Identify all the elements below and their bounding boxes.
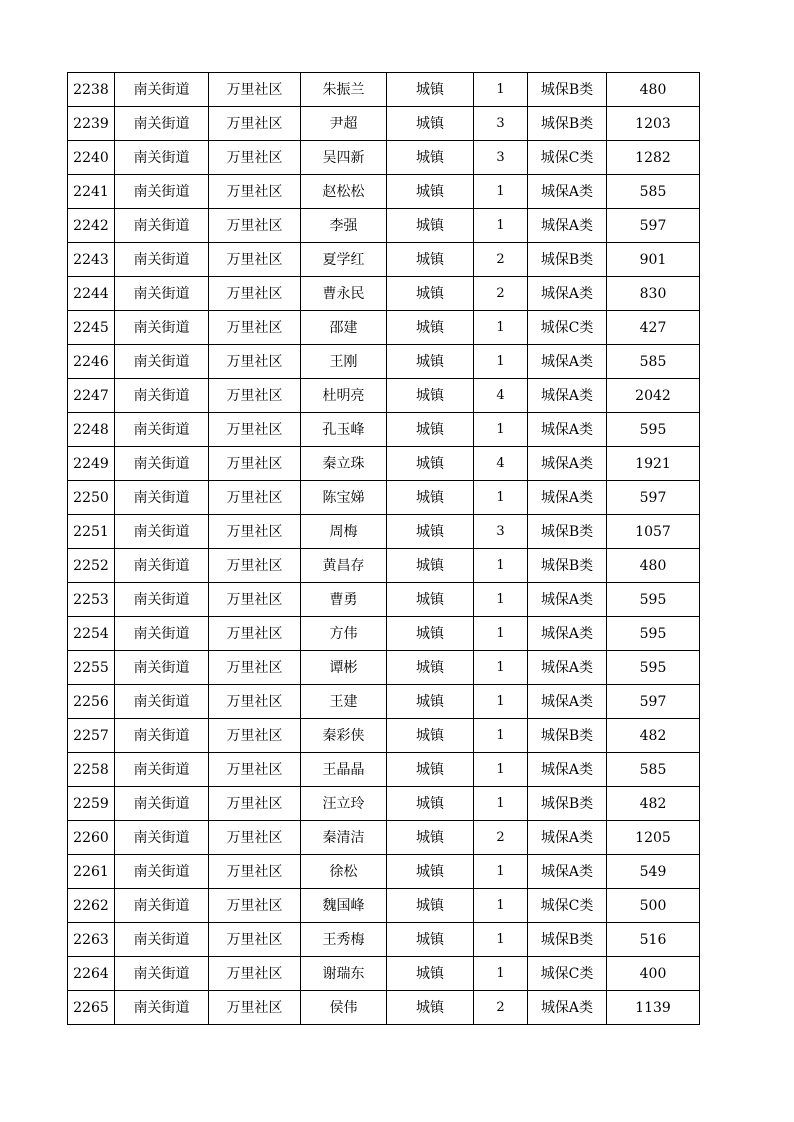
roster-table xyxy=(67,72,700,1025)
amount-cell: 595 xyxy=(607,651,700,685)
community-cell: 万里社区 xyxy=(209,821,301,855)
category-cell: 城保A类 xyxy=(528,277,607,311)
household-count-cell: 1 xyxy=(474,345,528,379)
table-row xyxy=(68,889,700,923)
amount-cell: 1282 xyxy=(607,141,700,175)
category-cell: 城保A类 xyxy=(528,583,607,617)
amount-cell: 595 xyxy=(607,617,700,651)
community-cell: 万里社区 xyxy=(209,345,301,379)
area-type-cell: 城镇 xyxy=(387,651,474,685)
amount-cell: 516 xyxy=(607,923,700,957)
category-cell: 城保A类 xyxy=(528,413,607,447)
category-cell: 城保A类 xyxy=(528,821,607,855)
amount-cell: 1057 xyxy=(607,515,700,549)
amount-cell: 901 xyxy=(607,243,700,277)
amount-cell: 1921 xyxy=(607,447,700,481)
community-cell: 万里社区 xyxy=(209,413,301,447)
community-cell: 万里社区 xyxy=(209,719,301,753)
amount-cell: 1205 xyxy=(607,821,700,855)
amount-cell: 549 xyxy=(607,855,700,889)
street-cell: 南关街道 xyxy=(115,651,209,685)
household-count-cell: 2 xyxy=(474,821,528,855)
household-count-cell: 2 xyxy=(474,243,528,277)
amount-cell: 400 xyxy=(607,957,700,991)
row-number-cell: 2265 xyxy=(68,991,115,1025)
area-type-cell: 城镇 xyxy=(387,617,474,651)
category-cell: 城保A类 xyxy=(528,379,607,413)
community-cell: 万里社区 xyxy=(209,685,301,719)
area-type-cell: 城镇 xyxy=(387,481,474,515)
row-number-cell: 2255 xyxy=(68,651,115,685)
name-cell: 曹勇 xyxy=(301,583,387,617)
street-cell: 南关街道 xyxy=(115,787,209,821)
area-type-cell: 城镇 xyxy=(387,209,474,243)
row-number-cell: 2257 xyxy=(68,719,115,753)
amount-cell: 427 xyxy=(607,311,700,345)
category-cell: 城保A类 xyxy=(528,685,607,719)
table-row xyxy=(68,277,700,311)
community-cell: 万里社区 xyxy=(209,311,301,345)
street-cell: 南关街道 xyxy=(115,889,209,923)
name-cell: 赵松松 xyxy=(301,175,387,209)
amount-cell: 1203 xyxy=(607,107,700,141)
street-cell: 南关街道 xyxy=(115,957,209,991)
table-row xyxy=(68,107,700,141)
street-cell: 南关街道 xyxy=(115,719,209,753)
category-cell: 城保C类 xyxy=(528,957,607,991)
table-row xyxy=(68,923,700,957)
community-cell: 万里社区 xyxy=(209,481,301,515)
community-cell: 万里社区 xyxy=(209,787,301,821)
household-count-cell: 4 xyxy=(474,379,528,413)
row-number-cell: 2241 xyxy=(68,175,115,209)
row-number-cell: 2248 xyxy=(68,413,115,447)
area-type-cell: 城镇 xyxy=(387,583,474,617)
name-cell: 秦清洁 xyxy=(301,821,387,855)
category-cell: 城保B类 xyxy=(528,107,607,141)
street-cell: 南关街道 xyxy=(115,583,209,617)
table-body xyxy=(68,73,700,1025)
row-number-cell: 2246 xyxy=(68,345,115,379)
area-type-cell: 城镇 xyxy=(387,889,474,923)
household-count-cell: 1 xyxy=(474,481,528,515)
street-cell: 南关街道 xyxy=(115,617,209,651)
name-cell: 陈宝娣 xyxy=(301,481,387,515)
category-cell: 城保A类 xyxy=(528,617,607,651)
community-cell: 万里社区 xyxy=(209,991,301,1025)
street-cell: 南关街道 xyxy=(115,923,209,957)
street-cell: 南关街道 xyxy=(115,515,209,549)
name-cell: 夏学红 xyxy=(301,243,387,277)
household-count-cell: 1 xyxy=(474,855,528,889)
household-count-cell: 1 xyxy=(474,617,528,651)
household-count-cell: 1 xyxy=(474,175,528,209)
category-cell: 城保A类 xyxy=(528,209,607,243)
amount-cell: 597 xyxy=(607,481,700,515)
household-count-cell: 1 xyxy=(474,209,528,243)
amount-cell: 597 xyxy=(607,685,700,719)
name-cell: 王刚 xyxy=(301,345,387,379)
area-type-cell: 城镇 xyxy=(387,413,474,447)
area-type-cell: 城镇 xyxy=(387,991,474,1025)
table-row xyxy=(68,583,700,617)
street-cell: 南关街道 xyxy=(115,821,209,855)
street-cell: 南关街道 xyxy=(115,447,209,481)
area-type-cell: 城镇 xyxy=(387,515,474,549)
category-cell: 城保B类 xyxy=(528,549,607,583)
row-number-cell: 2253 xyxy=(68,583,115,617)
street-cell: 南关街道 xyxy=(115,549,209,583)
table-row xyxy=(68,855,700,889)
category-cell: 城保B类 xyxy=(528,787,607,821)
area-type-cell: 城镇 xyxy=(387,821,474,855)
amount-cell: 1139 xyxy=(607,991,700,1025)
community-cell: 万里社区 xyxy=(209,889,301,923)
category-cell: 城保A类 xyxy=(528,651,607,685)
row-number-cell: 2242 xyxy=(68,209,115,243)
community-cell: 万里社区 xyxy=(209,583,301,617)
street-cell: 南关街道 xyxy=(115,855,209,889)
name-cell: 吴四新 xyxy=(301,141,387,175)
amount-cell: 482 xyxy=(607,719,700,753)
row-number-cell: 2256 xyxy=(68,685,115,719)
street-cell: 南关街道 xyxy=(115,209,209,243)
category-cell: 城保C类 xyxy=(528,889,607,923)
area-type-cell: 城镇 xyxy=(387,379,474,413)
community-cell: 万里社区 xyxy=(209,923,301,957)
name-cell: 周梅 xyxy=(301,515,387,549)
household-count-cell: 1 xyxy=(474,651,528,685)
category-cell: 城保B类 xyxy=(528,243,607,277)
area-type-cell: 城镇 xyxy=(387,311,474,345)
table-row xyxy=(68,73,700,107)
amount-cell: 597 xyxy=(607,209,700,243)
street-cell: 南关街道 xyxy=(115,175,209,209)
category-cell: 城保C类 xyxy=(528,141,607,175)
table-row xyxy=(68,447,700,481)
community-cell: 万里社区 xyxy=(209,549,301,583)
category-cell: 城保A类 xyxy=(528,447,607,481)
household-count-cell: 1 xyxy=(474,311,528,345)
area-type-cell: 城镇 xyxy=(387,175,474,209)
table-row xyxy=(68,617,700,651)
name-cell: 王秀梅 xyxy=(301,923,387,957)
community-cell: 万里社区 xyxy=(209,73,301,107)
name-cell: 邵建 xyxy=(301,311,387,345)
community-cell: 万里社区 xyxy=(209,209,301,243)
household-count-cell: 1 xyxy=(474,73,528,107)
street-cell: 南关街道 xyxy=(115,481,209,515)
category-cell: 城保A类 xyxy=(528,991,607,1025)
row-number-cell: 2240 xyxy=(68,141,115,175)
household-count-cell: 3 xyxy=(474,515,528,549)
household-count-cell: 1 xyxy=(474,583,528,617)
row-number-cell: 2252 xyxy=(68,549,115,583)
name-cell: 王建 xyxy=(301,685,387,719)
community-cell: 万里社区 xyxy=(209,957,301,991)
name-cell: 徐松 xyxy=(301,855,387,889)
area-type-cell: 城镇 xyxy=(387,549,474,583)
street-cell: 南关街道 xyxy=(115,379,209,413)
row-number-cell: 2243 xyxy=(68,243,115,277)
table-row xyxy=(68,209,700,243)
community-cell: 万里社区 xyxy=(209,753,301,787)
community-cell: 万里社区 xyxy=(209,651,301,685)
household-count-cell: 1 xyxy=(474,889,528,923)
street-cell: 南关街道 xyxy=(115,243,209,277)
street-cell: 南关街道 xyxy=(115,413,209,447)
household-count-cell: 1 xyxy=(474,685,528,719)
area-type-cell: 城镇 xyxy=(387,243,474,277)
category-cell: 城保B类 xyxy=(528,73,607,107)
row-number-cell: 2262 xyxy=(68,889,115,923)
street-cell: 南关街道 xyxy=(115,991,209,1025)
row-number-cell: 2244 xyxy=(68,277,115,311)
community-cell: 万里社区 xyxy=(209,243,301,277)
area-type-cell: 城镇 xyxy=(387,685,474,719)
table-row xyxy=(68,311,700,345)
street-cell: 南关街道 xyxy=(115,107,209,141)
row-number-cell: 2238 xyxy=(68,73,115,107)
table-row xyxy=(68,821,700,855)
household-count-cell: 3 xyxy=(474,107,528,141)
community-cell: 万里社区 xyxy=(209,379,301,413)
name-cell: 魏国峰 xyxy=(301,889,387,923)
row-number-cell: 2261 xyxy=(68,855,115,889)
street-cell: 南关街道 xyxy=(115,311,209,345)
table-row xyxy=(68,685,700,719)
household-count-cell: 1 xyxy=(474,549,528,583)
table-row xyxy=(68,141,700,175)
household-count-cell: 1 xyxy=(474,753,528,787)
name-cell: 汪立玲 xyxy=(301,787,387,821)
household-count-cell: 1 xyxy=(474,787,528,821)
table-row xyxy=(68,957,700,991)
amount-cell: 595 xyxy=(607,413,700,447)
row-number-cell: 2254 xyxy=(68,617,115,651)
household-count-cell: 1 xyxy=(474,413,528,447)
area-type-cell: 城镇 xyxy=(387,923,474,957)
name-cell: 朱振兰 xyxy=(301,73,387,107)
name-cell: 方伟 xyxy=(301,617,387,651)
name-cell: 谭彬 xyxy=(301,651,387,685)
table-row xyxy=(68,753,700,787)
row-number-cell: 2259 xyxy=(68,787,115,821)
community-cell: 万里社区 xyxy=(209,447,301,481)
row-number-cell: 2239 xyxy=(68,107,115,141)
household-count-cell: 2 xyxy=(474,277,528,311)
household-count-cell: 2 xyxy=(474,991,528,1025)
table-row xyxy=(68,413,700,447)
name-cell: 杜明亮 xyxy=(301,379,387,413)
street-cell: 南关街道 xyxy=(115,345,209,379)
street-cell: 南关街道 xyxy=(115,73,209,107)
name-cell: 李强 xyxy=(301,209,387,243)
area-type-cell: 城镇 xyxy=(387,753,474,787)
area-type-cell: 城镇 xyxy=(387,107,474,141)
table-row xyxy=(68,345,700,379)
row-number-cell: 2264 xyxy=(68,957,115,991)
area-type-cell: 城镇 xyxy=(387,345,474,379)
household-count-cell: 1 xyxy=(474,719,528,753)
area-type-cell: 城镇 xyxy=(387,957,474,991)
table-row xyxy=(68,991,700,1025)
amount-cell: 480 xyxy=(607,73,700,107)
area-type-cell: 城镇 xyxy=(387,719,474,753)
category-cell: 城保B类 xyxy=(528,719,607,753)
row-number-cell: 2260 xyxy=(68,821,115,855)
community-cell: 万里社区 xyxy=(209,175,301,209)
community-cell: 万里社区 xyxy=(209,277,301,311)
table-row xyxy=(68,515,700,549)
row-number-cell: 2251 xyxy=(68,515,115,549)
table-row xyxy=(68,481,700,515)
category-cell: 城保A类 xyxy=(528,481,607,515)
category-cell: 城保B类 xyxy=(528,923,607,957)
area-type-cell: 城镇 xyxy=(387,73,474,107)
community-cell: 万里社区 xyxy=(209,107,301,141)
area-type-cell: 城镇 xyxy=(387,141,474,175)
row-number-cell: 2263 xyxy=(68,923,115,957)
name-cell: 孔玉峰 xyxy=(301,413,387,447)
category-cell: 城保A类 xyxy=(528,175,607,209)
table-row xyxy=(68,549,700,583)
category-cell: 城保A类 xyxy=(528,345,607,379)
household-count-cell: 3 xyxy=(474,141,528,175)
community-cell: 万里社区 xyxy=(209,141,301,175)
area-type-cell: 城镇 xyxy=(387,787,474,821)
community-cell: 万里社区 xyxy=(209,855,301,889)
household-count-cell: 4 xyxy=(474,447,528,481)
name-cell: 王晶晶 xyxy=(301,753,387,787)
area-type-cell: 城镇 xyxy=(387,855,474,889)
row-number-cell: 2247 xyxy=(68,379,115,413)
amount-cell: 585 xyxy=(607,753,700,787)
table-row xyxy=(68,175,700,209)
amount-cell: 482 xyxy=(607,787,700,821)
area-type-cell: 城镇 xyxy=(387,277,474,311)
row-number-cell: 2250 xyxy=(68,481,115,515)
amount-cell: 585 xyxy=(607,175,700,209)
street-cell: 南关街道 xyxy=(115,277,209,311)
amount-cell: 585 xyxy=(607,345,700,379)
table-row xyxy=(68,719,700,753)
row-number-cell: 2245 xyxy=(68,311,115,345)
name-cell: 谢瑞东 xyxy=(301,957,387,991)
street-cell: 南关街道 xyxy=(115,753,209,787)
amount-cell: 480 xyxy=(607,549,700,583)
household-count-cell: 1 xyxy=(474,957,528,991)
community-cell: 万里社区 xyxy=(209,515,301,549)
row-number-cell: 2249 xyxy=(68,447,115,481)
name-cell: 秦立珠 xyxy=(301,447,387,481)
name-cell: 侯伟 xyxy=(301,991,387,1025)
table-row xyxy=(68,379,700,413)
area-type-cell: 城镇 xyxy=(387,447,474,481)
row-number-cell: 2258 xyxy=(68,753,115,787)
name-cell: 曹永民 xyxy=(301,277,387,311)
amount-cell: 500 xyxy=(607,889,700,923)
street-cell: 南关街道 xyxy=(115,141,209,175)
category-cell: 城保A类 xyxy=(528,753,607,787)
amount-cell: 830 xyxy=(607,277,700,311)
name-cell: 尹超 xyxy=(301,107,387,141)
category-cell: 城保B类 xyxy=(528,515,607,549)
amount-cell: 2042 xyxy=(607,379,700,413)
table-row xyxy=(68,787,700,821)
table-row xyxy=(68,651,700,685)
community-cell: 万里社区 xyxy=(209,617,301,651)
category-cell: 城保C类 xyxy=(528,311,607,345)
name-cell: 黄昌存 xyxy=(301,549,387,583)
amount-cell: 595 xyxy=(607,583,700,617)
street-cell: 南关街道 xyxy=(115,685,209,719)
household-count-cell: 1 xyxy=(474,923,528,957)
category-cell: 城保A类 xyxy=(528,855,607,889)
table-row xyxy=(68,243,700,277)
name-cell: 秦彩侠 xyxy=(301,719,387,753)
